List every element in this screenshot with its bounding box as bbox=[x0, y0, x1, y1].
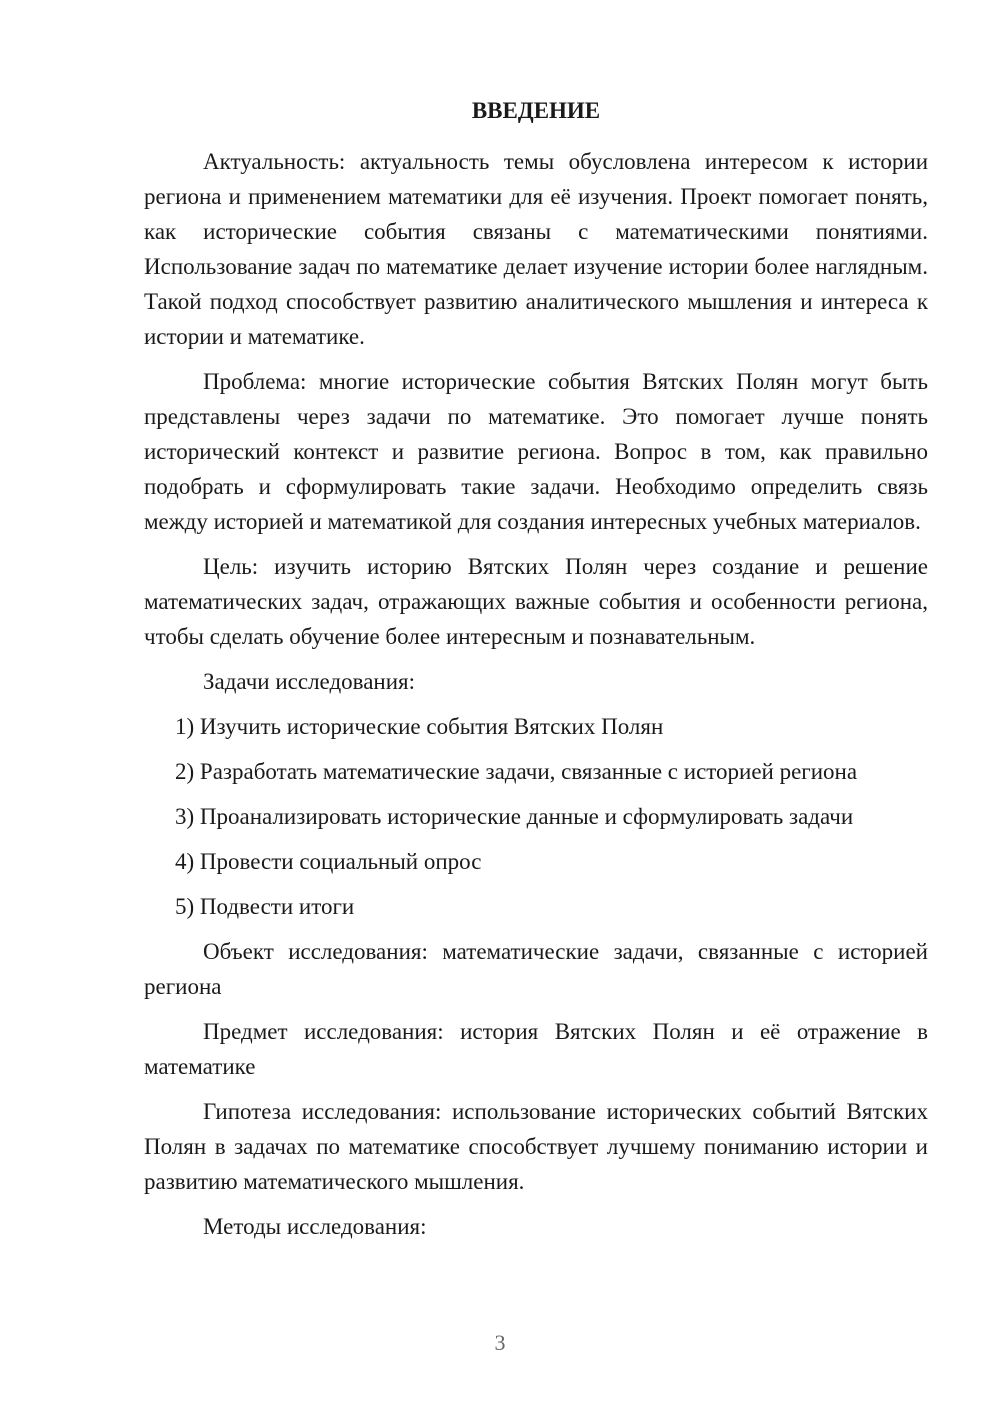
list-item: 1) Изучить исторические события Вятских Полян bbox=[175, 714, 664, 739]
page-title: ВВЕДЕНИЕ bbox=[471, 98, 601, 123]
object-paragraph: Объект исследования: математические задачи, связанные с историей региона bbox=[144, 939, 928, 999]
document-page bbox=[144, 96, 928, 1254]
methods-heading: Методы исследования: bbox=[203, 1214, 427, 1239]
subject-paragraph: Предмет исследования: история Вятских Полян и её отражение в математике bbox=[144, 1019, 928, 1079]
list-item: 3) Проанализировать исторические данные и сформулировать задачи bbox=[175, 804, 854, 829]
list-item: 4) Провести социальный опрос bbox=[175, 849, 482, 874]
page-number: 3 bbox=[494, 1330, 506, 1355]
relevance-paragraph: Актуальность: актуальность темы обусловлена интересом к истории региона и применением математики для её изучения. Проект помогает понять, как исторические события связаны с математическими понятиями. Использование задач по математике делает изучение истории более наглядным. Такой подход способствует развитию аналитического мышления и интереса к истории и математике. bbox=[144, 149, 928, 349]
list-item: 5) Подвести итоги bbox=[175, 894, 355, 919]
list-item: 2) Разработать математические задачи, связанные с историей региона bbox=[175, 759, 858, 784]
goal-paragraph: Цель: изучить историю Вятских Полян через создание и решение математических задач, отражающих важные события и особенности региона, чтобы сделать обучение более интересным и познавательным. bbox=[144, 554, 928, 649]
tasks-heading: Задачи исследования: bbox=[203, 669, 416, 694]
tasks-list bbox=[144, 709, 928, 924]
hypothesis-paragraph: Гипотеза исследования: использование исторических событий Вятских Полян в задачах по математике способствует лучшему пониманию истории и развитию математического мышления. bbox=[144, 1099, 928, 1194]
problem-paragraph: Проблема: многие исторические события Вятских Полян могут быть представлены через задачи по математике. Это помогает лучше понять исторический контекст и развитие региона. Вопрос в том, как правильно подобрать и сформулировать такие задачи. Необходимо определить связь между историей и математикой для создания интересных учебных материалов. bbox=[144, 369, 928, 534]
